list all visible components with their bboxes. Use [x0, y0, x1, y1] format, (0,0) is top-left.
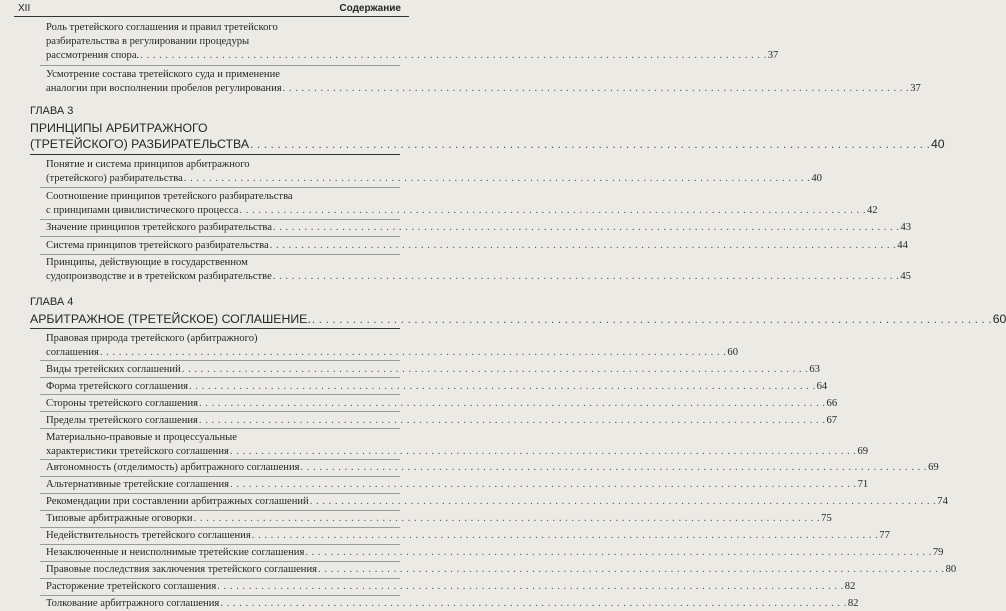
leader-dots: . . . . . . . . . . . . . . . . . . . . . . . . . . . . . . . . . . . . . . . . . . . . . . . . . . . . . . . . . . . . . . . . . . . . . . . . . . . . . . . . . . . . . . . . . . . . . . . . . . . . [220, 598, 847, 609]
leader-dots: . . . . . . . . . . . . . . . . . . . . . . . . . . . . . . . . . . . . . . . . . . . . . . . . . . . . . . . . . . . . . . . . . . . . . . . . . . . . . . . . . . . . . . . . . . . . . . . . . . . . [140, 50, 767, 61]
entry-last-line [46, 82, 921, 96]
entry-text-line: Стороны третейского соглашения [46, 397, 198, 409]
entry-separator [40, 394, 400, 395]
entry-text-line: (ТРЕТЕЙСКОГО) РАЗБИРАТЕЛЬСТВА [30, 137, 250, 151]
entry-last-line [46, 580, 856, 594]
toc-entry [46, 529, 890, 543]
entry-text-line: Материально-правовые и процессуальные [46, 431, 237, 443]
toc-entry [46, 563, 957, 577]
entry-text-line: Принципы, действующие в государственном [46, 257, 248, 268]
entry-last-line [46, 495, 948, 509]
leader-dots: . . . . . . . . . . . . . . . . . . . . . . . . . . . . . . . . . . . . . . . . . . . . . . . . . . . . . . . . . . . . . . . . . . . . . . . . . . . . . . . . . . . . . . . . . . . . . . . . . . . . [198, 414, 826, 426]
entry-text-line: Роль третейского соглашения и правил третейского [46, 22, 278, 33]
entry-last-line [46, 270, 911, 284]
entry-text-line: Форма третейского соглашения [46, 380, 189, 392]
toc-entry [46, 332, 739, 360]
entry-last-line [46, 380, 828, 394]
entry-text-line: с принципами цивилистического процесса [46, 204, 239, 216]
entry-text-line: Альтернативные третейские соглашения [46, 479, 230, 490]
toc-entry [46, 239, 908, 253]
toc-entry [46, 256, 911, 284]
toc-entry [46, 431, 869, 459]
page-ref: 40 [930, 137, 945, 151]
toc-entry [46, 363, 820, 377]
chapter-label: ГЛАВА 3 [30, 105, 74, 117]
page-ref: 64 [816, 380, 828, 392]
toc-entry [46, 597, 859, 611]
leader-dots: . . . . . . . . . . . . . . . . . . . . . . . . . . . . . . . . . . . . . . . . . . . . . . . . . . . . . . . . . . . . . . . . . . . . . . . . . . . . . . . . . . . . . . . . . . . . . . . . . . . . [272, 222, 900, 233]
entry-last-line [46, 461, 939, 475]
page-ref: 67 [826, 414, 838, 426]
page-ref: 42 [866, 204, 878, 216]
entry-separator [40, 428, 400, 429]
entry-text-line: Автономность (отделимость) арбитражного соглашения [46, 462, 300, 473]
entry-text-line: Пределы третейского соглашения [46, 414, 198, 426]
toc-entry [46, 495, 948, 509]
entry-last-line [46, 546, 944, 560]
toc-entry [46, 580, 856, 594]
toc-entry [46, 68, 921, 96]
entry-text-line: Система принципов третейского разбирательства [46, 239, 269, 251]
entry-last-line [46, 478, 869, 492]
entry-separator [40, 254, 400, 255]
entry-text-line: Недействительность третейского соглашения [46, 530, 251, 541]
leader-dots: . . . . . . . . . . . . . . . . . . . . . . . . . . . . . . . . . . . . . . . . . . . . . . . . . . . . . . . . . . . . . . . . . . . . . . . . . . . . . . . . . . . . . . . . . . . . . . . . . . . . [181, 363, 809, 375]
entry-text-line: разбирательства в регулировании процедуры [46, 36, 250, 47]
entry-last-line [46, 414, 838, 428]
entry-text-line: Правовая природа третейского (арбитражного) [46, 333, 258, 344]
entry-last-line [46, 363, 820, 377]
page-ref: 79 [932, 547, 944, 558]
section-title: Содержание [339, 3, 401, 14]
entry-separator [40, 65, 400, 66]
entry-last-line [46, 397, 838, 411]
page-ref: 45 [900, 271, 911, 282]
entry-last-line [46, 597, 859, 611]
leader-dots: . . . . . . . . . . . . . . . . . . . . . . . . . . . . . . . . . . . . . . . . . . . . . . . . . . . . . . . . . . . . . . . . . . . . . . . . . . . . . . . . . . . . . . . . . . . . . . . . . . . . [193, 513, 821, 524]
page-ref: 80 [945, 564, 957, 575]
chapter-title-rule [30, 328, 400, 329]
chapter-title [30, 311, 1006, 327]
entry-text-line: аналогии при восполнении пробелов регулирования [46, 83, 282, 94]
entry-separator [40, 187, 400, 188]
entry-text-line: Типовые арбитражные оговорки [46, 513, 193, 524]
entry-text-line: Значение принципов третейского разбирательства [46, 222, 272, 233]
leader-dots: . . . . . . . . . . . . . . . . . . . . . . . . . . . . . . . . . . . . . . . . . . . . . . . . . . . . . . . . . . . . . . . . . . . . . . . . . . . . . . . . . . . . . . . . . . . . . . . . . . . . [318, 564, 945, 575]
leader-dots: . . . . . . . . . . . . . . . . . . . . . . . . . . . . . . . . . . . . . . . . . . . . . . . . . . . . . . . . . . . . . . . . . . . . . . . . . . . . . . . . . . . . . . . . . . . . . . . . . . . . [189, 380, 816, 392]
toc-entry [46, 221, 912, 235]
entry-text-line: Толкование арбитражного соглашения [46, 598, 220, 609]
entry-text-line: рассмотрения спора. [46, 50, 140, 61]
entry-text-line: Рекомендации при составлении арбитражных соглашений [46, 496, 309, 507]
toc-entry [46, 190, 878, 218]
chapter-title-rule [30, 154, 400, 155]
page-ref: 37 [910, 83, 921, 94]
leader-dots: . . . . . . . . . . . . . . . . . . . . . . . . . . . . . . . . . . . . . . . . . . . . . . . . . . . . . . . . . . . . . . . . . . . . . . . . . . . . . . . . . . . . . . . . . . . . . . . . . . . . [309, 496, 937, 507]
entry-text-line: соглашения [46, 347, 99, 358]
leader-dots: . . . . . . . . . . . . . . . . . . . . . . . . . . . . . . . . . . . . . . . . . . . . . . . . . . . . . . . . . . . . . . . . . . . . . . . . . . . . . . . . . . . . . . . . . . . . . . . . . . . . [300, 462, 928, 473]
toc-entry [46, 380, 828, 394]
leader-dots: . . . . . . . . . . . . . . . . . . . . . . . . . . . . . . . . . . . . . . . . . . . . . . . . . . . . . . . . . . . . . . . . . . . . . . . . . . . . . . . . . . . . . . . . . . . . . . . . . . . . [217, 581, 844, 592]
page-ref: 43 [900, 222, 912, 233]
entry-separator [40, 595, 400, 596]
entry-separator [40, 459, 400, 460]
entry-separator [40, 493, 400, 494]
page-ref: 37 [767, 50, 779, 61]
page-ref: 60 [992, 311, 1006, 326]
page-ref: 75 [821, 513, 832, 524]
toc-entry [46, 461, 939, 475]
entry-separator [40, 360, 400, 361]
leader-dots: . . . . . . . . . . . . . . . . . . . . . . . . . . . . . . . . . . . . . . . . . . . . . . . . . . . . . . . . . . . . . . . . . . . . . . . . . . . . . . . . . . . . . . . . . . . . . . . . . . . . [311, 311, 992, 326]
toc-entry [46, 546, 944, 560]
entry-last-line [46, 172, 822, 186]
entry-last-line [46, 49, 779, 63]
entry-separator [40, 544, 400, 545]
entry-text-line: АРБИТРАЖНОЕ (ТРЕТЕЙСКОЕ) СОГЛАШЕНИЕ. [30, 311, 311, 326]
leader-dots: . . . . . . . . . . . . . . . . . . . . . . . . . . . . . . . . . . . . . . . . . . . . . . . . . . . . . . . . . . . . . . . . . . . . . . . . . . . . . . . . . . . . . . . . . . . . . . . . . . . . [282, 83, 910, 94]
leader-dots: . . . . . . . . . . . . . . . . . . . . . . . . . . . . . . . . . . . . . . . . . . . . . . . . . . . . . . . . . . . . . . . . . . . . . . . . . . . . . . . . . . . . . . . . . . . . . . . . . . . . [230, 479, 857, 490]
chapter-label: ГЛАВА 4 [30, 295, 74, 308]
leader-dots: . . . . . . . . . . . . . . . . . . . . . . . . . . . . . . . . . . . . . . . . . . . . . . . . . . . . . . . . . . . . . . . . . . . . . . . . . . . . . . . . . . . . . . . . . . . . . . . . . . . . [269, 239, 897, 251]
toc-entry [46, 21, 779, 63]
entry-separator [40, 527, 400, 528]
toc-entry [46, 397, 838, 411]
page-ref: 66 [826, 397, 838, 409]
chapter-title [30, 120, 945, 152]
entry-separator [40, 219, 400, 220]
page-ref: 40 [811, 173, 822, 184]
entry-last-line [30, 311, 1006, 327]
leader-dots: . . . . . . . . . . . . . . . . . . . . . . . . . . . . . . . . . . . . . . . . . . . . . . . . . . . . . . . . . . . . . . . . . . . . . . . . . . . . . . . . . . . . . . . . . . . . . . . . . . . . [99, 347, 727, 358]
entry-separator [40, 578, 400, 579]
entry-text-line: Соотношение принципов третейского разбирательства [46, 190, 293, 202]
entry-last-line [46, 221, 912, 235]
leader-dots: . . . . . . . . . . . . . . . . . . . . . . . . . . . . . . . . . . . . . . . . . . . . . . . . . . . . . . . . . . . . . . . . . . . . . . . . . . . . . . . . . . . . . . . . . . . . . . . . . . . . [229, 445, 857, 457]
entry-last-line [46, 563, 957, 577]
entry-text-line: Расторжение третейского соглашения [46, 581, 217, 592]
page-ref: 63 [809, 363, 820, 375]
leader-dots: . . . . . . . . . . . . . . . . . . . . . . . . . . . . . . . . . . . . . . . . . . . . . . . . . . . . . . . . . . . . . . . . . . . . . . . . . . . . . . . . . . . . . . . . . . . . . . . . . . . . [251, 530, 879, 541]
entry-separator [40, 377, 400, 378]
page-number: XII [18, 3, 31, 14]
entry-text-line: ПРИНЦИПЫ АРБИТРАЖНОГО [30, 121, 208, 135]
entry-separator [40, 510, 400, 511]
entry-text-line: Усмотрение состава третейского суда и применение [46, 69, 280, 80]
toc-entry [46, 414, 838, 428]
toc-entry [46, 158, 822, 186]
entry-text-line: Виды третейских соглашений [46, 363, 181, 375]
entry-separator [40, 476, 400, 477]
page-ref: 77 [879, 530, 890, 541]
entry-text-line: Правовые последствия заключения третейского соглашения [46, 564, 318, 575]
leader-dots: . . . . . . . . . . . . . . . . . . . . . . . . . . . . . . . . . . . . . . . . . . . . . . . . . . . . . . . . . . . . . . . . . . . . . . . . . . . . . . . . . . . . . . . . . . . . . . . . . . . . [272, 271, 900, 282]
page-ref: 44 [897, 239, 908, 251]
entry-separator [40, 561, 400, 562]
entry-text-line: Понятие и система принципов арбитражного [46, 159, 250, 170]
page-ref: 71 [857, 479, 869, 490]
entry-separator [40, 411, 400, 412]
toc-entry [46, 478, 869, 492]
entry-last-line [46, 204, 878, 218]
entry-separator [40, 236, 400, 237]
page-ref: 69 [928, 462, 939, 473]
entry-text-line: судопроизводстве и в третейском разбирательстве [46, 271, 272, 282]
page-ref: 60 [727, 347, 739, 358]
leader-dots: . . . . . . . . . . . . . . . . . . . . . . . . . . . . . . . . . . . . . . . . . . . . . . . . . . . . . . . . . . . . . . . . . . . . . . . . . . . . . . . . . . . . . . . . . . . . . . . . . . . . [239, 204, 866, 216]
leader-dots: . . . . . . . . . . . . . . . . . . . . . . . . . . . . . . . . . . . . . . . . . . . . . . . . . . . . . . . . . . . . . . . . . . . . . . . . . . . . . . . . . . . . . . . . . . . . . . . . . . . . [305, 547, 932, 558]
entry-text-line: (третейского) разбирательства [46, 173, 183, 184]
page-ref: 82 [844, 581, 856, 592]
leader-dots: . . . . . . . . . . . . . . . . . . . . . . . . . . . . . . . . . . . . . . . . . . . . . . . . . . . . . . . . . . . . . . . . . . . . . . . . . . . . . . . . . . . . . . . . . . . . . . . . . . . . [250, 137, 930, 151]
entry-text-line: Незаключенные и неисполнимые третейские соглашения [46, 547, 305, 558]
entry-last-line [46, 346, 739, 360]
toc-entry [46, 512, 832, 526]
page-ref: 69 [857, 445, 869, 457]
entry-last-line [46, 239, 908, 253]
entry-text-line: характеристики третейского соглашения [46, 445, 229, 457]
entry-last-line [46, 529, 890, 543]
entry-last-line [46, 445, 869, 459]
entry-last-line [30, 136, 945, 152]
page-ref: 74 [937, 496, 948, 507]
leader-dots: . . . . . . . . . . . . . . . . . . . . . . . . . . . . . . . . . . . . . . . . . . . . . . . . . . . . . . . . . . . . . . . . . . . . . . . . . . . . . . . . . . . . . . . . . . . . . . . . . . . . [183, 173, 811, 184]
page-ref: 82 [847, 598, 859, 609]
leader-dots: . . . . . . . . . . . . . . . . . . . . . . . . . . . . . . . . . . . . . . . . . . . . . . . . . . . . . . . . . . . . . . . . . . . . . . . . . . . . . . . . . . . . . . . . . . . . . . . . . . . . [199, 397, 826, 409]
entry-last-line [46, 512, 832, 526]
